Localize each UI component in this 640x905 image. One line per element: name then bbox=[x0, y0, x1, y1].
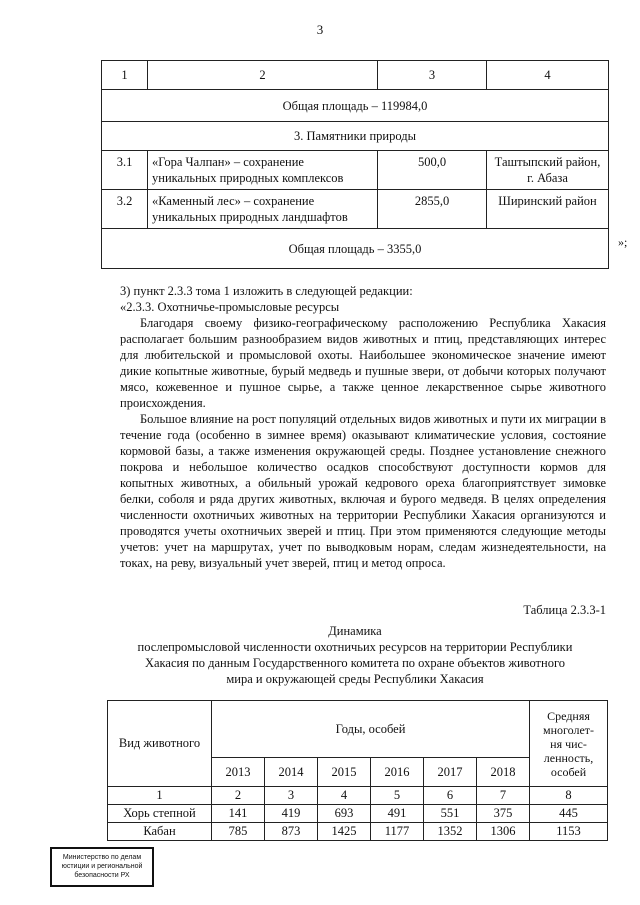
column-number-row bbox=[108, 787, 608, 805]
closing-quote-mark: »; bbox=[618, 235, 628, 249]
stamp-line: юстиции и региональной bbox=[61, 863, 143, 870]
ministry-stamp bbox=[50, 847, 154, 887]
count-cell: 551 bbox=[424, 805, 477, 823]
paragraph: Благодаря своему физико-географическому расположению Республика Хакасия располагает большим разнообразием видов животных и птиц, представляющих интерес для любительской и промысловой охоты. Наибольшее экономическое значение имеют дикие копытные животные, бурый медведь и пушные звери, от добычи которых получают мясо, кожевенное и пушное сырье, а также ценное лекарственное сырье животного происхождения. bbox=[120, 316, 606, 410]
header-row bbox=[108, 701, 608, 758]
row-area: 2855,0 bbox=[378, 190, 487, 229]
row-name-line: «Гора Чалпан» – сохранение bbox=[152, 155, 304, 169]
animal-name: Хорь степной bbox=[108, 805, 212, 823]
count-cell: 141 bbox=[212, 805, 265, 823]
year-cell: 2016 bbox=[371, 758, 424, 787]
row-number: 3.2 bbox=[102, 190, 148, 229]
year-cell: 2017 bbox=[424, 758, 477, 787]
section-title: 3. Памятники природы bbox=[102, 122, 609, 151]
row-name-line: «Каменный лес» – сохранение bbox=[152, 194, 315, 208]
count-cell: 1306 bbox=[477, 823, 530, 841]
table-row bbox=[102, 190, 609, 229]
column-number: 4 bbox=[318, 787, 371, 805]
row-name bbox=[148, 190, 378, 229]
total-row bbox=[102, 229, 609, 269]
column-number: 8 bbox=[530, 787, 608, 805]
count-cell: 873 bbox=[265, 823, 318, 841]
count-cell: 1177 bbox=[371, 823, 424, 841]
count-cell: 785 bbox=[212, 823, 265, 841]
year-cell: 2014 bbox=[265, 758, 318, 787]
count-cell: 1352 bbox=[424, 823, 477, 841]
header-cell: 4 bbox=[487, 61, 609, 90]
table-row bbox=[108, 805, 608, 823]
column-number: 6 bbox=[424, 787, 477, 805]
caption-line: Динамика bbox=[328, 624, 382, 638]
count-cell: 693 bbox=[318, 805, 371, 823]
row-district-line: Таштыпский район, bbox=[494, 155, 601, 169]
paragraph: Большое влияние на рост популяций отдельных видов животных и пути их миграции в течение года (особенно в зимнее время) оказывают климатические условия, состояние кормовой базы, а также изменения окружающей среды. Позднее установление снежного покрова и небольшое количество осадков способствуют доступности кормов для копытных животных, а обильный урожай кедрового ореха благоприятствует зимовке белки, соболя и ряда других животных, включая и бурого медведя. В целях определения численности охотничьих животных на территории Республики Хакасия организуются и проводятся учеты охотничьих зверей и птиц. При этом применяются следующие методы учетов: учет на маршрутах, учет по выводковым норам, следам жизнедеятельности, на токах, на реву, визуальный учет зверей, птиц и метод опроса. bbox=[120, 412, 606, 570]
row-district bbox=[487, 151, 609, 190]
year-cell: 2018 bbox=[477, 758, 530, 787]
count-cell: 1425 bbox=[318, 823, 371, 841]
nature-areas-table bbox=[101, 60, 609, 269]
count-cell: 491 bbox=[371, 805, 424, 823]
average-cell: 445 bbox=[530, 805, 608, 823]
count-cell: 375 bbox=[477, 805, 530, 823]
col-animal-header: Вид животного bbox=[108, 701, 212, 787]
count-cell: 419 bbox=[265, 805, 318, 823]
header-cell: 1 bbox=[102, 61, 148, 90]
amendment-item: 3) пункт 2.3.3 тома 1 изложить в следующей редакции: bbox=[120, 284, 413, 298]
body-text bbox=[120, 283, 606, 571]
column-number: 3 bbox=[265, 787, 318, 805]
total-area-2: Общая площадь – 3355,0 bbox=[102, 229, 609, 269]
caption-line: Хакасия по данным Государственного комитета по охране объектов животного bbox=[144, 656, 566, 670]
animal-name: Кабан bbox=[108, 823, 212, 841]
year-cell: 2015 bbox=[318, 758, 371, 787]
hunting-resources-table bbox=[107, 700, 608, 841]
row-name-line: уникальных природных комплексов bbox=[152, 171, 344, 185]
table-caption bbox=[100, 623, 610, 687]
header-row bbox=[102, 61, 609, 90]
total-area-1: Общая площадь – 119984,0 bbox=[102, 90, 609, 122]
average-cell: 1153 bbox=[530, 823, 608, 841]
row-name-line: уникальных природных ландшафтов bbox=[152, 210, 348, 224]
section-heading: «2.3.3. Охотничье-промысловые ресурсы bbox=[120, 300, 340, 314]
row-district-line: Ширинский район bbox=[498, 194, 597, 208]
row-district-line: г. Абаза bbox=[527, 171, 568, 185]
table-row bbox=[108, 823, 608, 841]
year-cell: 2013 bbox=[212, 758, 265, 787]
table-label: Таблица 2.3.3-1 bbox=[523, 603, 606, 617]
row-number: 3.1 bbox=[102, 151, 148, 190]
stamp-line: Министерство по делам bbox=[62, 854, 142, 861]
header-cell: 3 bbox=[378, 61, 487, 90]
row-district bbox=[487, 190, 609, 229]
page-number: 3 bbox=[316, 22, 324, 37]
column-number: 7 bbox=[477, 787, 530, 805]
table-row bbox=[102, 151, 609, 190]
stamp-line: безопасности РХ bbox=[74, 872, 130, 879]
caption-line: мира и окружающей среды Республики Хакасия bbox=[226, 672, 484, 686]
col-years-header: Годы, особей bbox=[212, 701, 530, 758]
caption-line: послепромысловой численности охотничьих ресурсов на территории Республики bbox=[137, 640, 573, 654]
row-name bbox=[148, 151, 378, 190]
header-cell: 2 bbox=[148, 61, 378, 90]
col-average-header: Средняя многолет-ня чис-ленность, особей bbox=[530, 701, 608, 787]
column-number: 2 bbox=[212, 787, 265, 805]
column-number: 5 bbox=[371, 787, 424, 805]
total-row bbox=[102, 90, 609, 122]
row-area: 500,0 bbox=[378, 151, 487, 190]
section-row bbox=[102, 122, 609, 151]
column-number: 1 bbox=[108, 787, 212, 805]
